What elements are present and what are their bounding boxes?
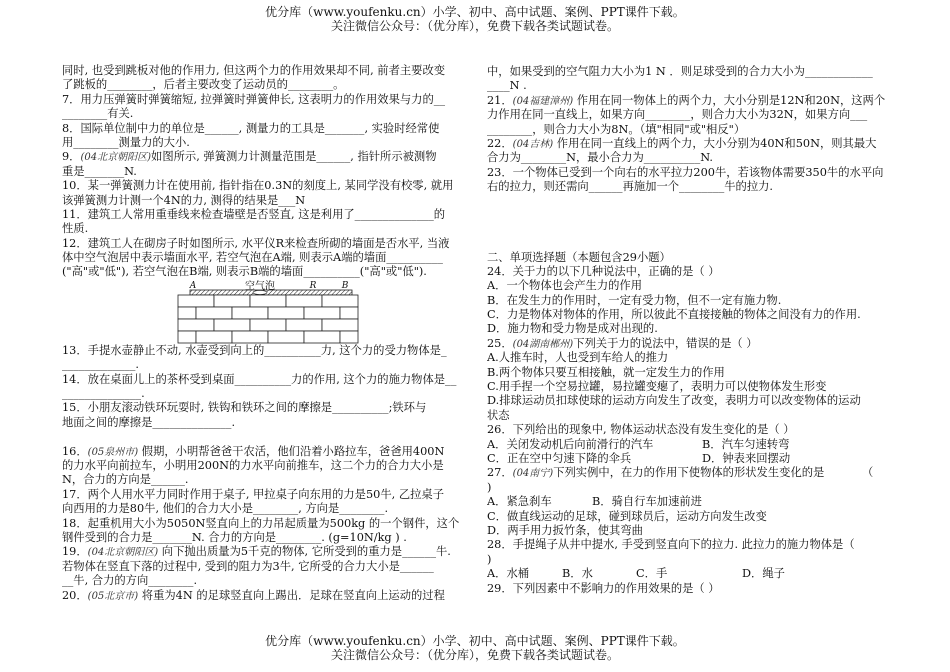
left-column xyxy=(62,64,472,612)
q20-stem-cont: 中，如果受到的空气阻力大小为1 N ．则足球受到的合力大小为____________ xyxy=(487,65,873,78)
q26-options-row-1 xyxy=(487,438,897,452)
q24-option-a: A．一个物体也会产生力的作用 xyxy=(487,279,643,293)
q16-stem-cont: N，合力的方向是______. xyxy=(62,473,189,487)
q24-stem: 24．关于力的以下几种说法中，正确的是（ ） xyxy=(487,264,720,278)
q27-option-d: D．两手用力扳竹条，使其弯曲 xyxy=(487,523,643,537)
q11-stem-cont: 性质. xyxy=(62,222,89,236)
brick xyxy=(250,295,286,307)
q12-stem-cont: ("高"或"低"), 若空气泡在B端, 则表示B端的墙面__________("高"或"低"). xyxy=(62,265,427,279)
q22-stem-cont: 合力为________N，最小合力为__________N. xyxy=(487,151,713,165)
q27-answer-paren-open: （ xyxy=(862,466,874,480)
q26-option-c: C．正在空中匀速下降的伞兵 xyxy=(487,451,632,465)
q28-answer-paren-close: ) xyxy=(487,552,492,566)
q24-option-d: D．施力物和受力物是成对出现的. xyxy=(487,322,658,336)
right-column xyxy=(487,65,897,605)
q20-source: (05北京市) xyxy=(87,590,139,602)
q21-source: (04福建漳州) xyxy=(512,95,574,107)
q25-text: 下列关于力的说法中，错误的是（ ） xyxy=(573,336,758,350)
q25-option-c: C.用手捏一个空易拉罐，易拉罐变瘪了，表明力可以使物体发生形变 xyxy=(487,380,827,394)
q26-option-d: D．钟表来回摆动 xyxy=(702,451,791,465)
spirit-level-wall-figure xyxy=(62,280,472,344)
section-title-single-choice: 二、单项选择题（本题包含29小题） xyxy=(487,250,671,264)
q28-stem: 28．手提绳子从井中提水, 手受到竖直向下的拉力. 此拉力的施力物体是（ xyxy=(487,538,855,552)
q16-stem-cont: 的力水平向前拉车，小明用200N的力水平向前推车，这二个力的合力大小是 xyxy=(62,458,444,472)
q26-option-a: A．关闭发动机后向前滑行的汽车 xyxy=(487,437,654,451)
brick xyxy=(340,307,358,319)
q23-stem: 23．一个物体已受到一个向右的水平拉力200牛，若该物体需要350牛的水平向 xyxy=(487,165,884,179)
q21-stem xyxy=(487,94,897,108)
q6-continuation-line: 同时, 也受到跳板对他的作用力, 但这两个力的作用效果却不同, 前者主要改变 xyxy=(62,64,446,77)
brick xyxy=(214,319,250,331)
q24-option-c: C．力是物体对物体的作用，所以彼此不直接接触的物体之间没有力的作用. xyxy=(487,308,861,322)
q14-stem-cont: ______________. xyxy=(62,387,145,401)
q7-stem: 7．用力压弹簧时弹簧缩短, 拉弹簧时弹簧伸长, 这表明力的作用效果与力的__ xyxy=(62,92,446,106)
brick-wall xyxy=(178,295,358,343)
q15-stem-cont: 地面之间的摩擦是______________. xyxy=(62,415,236,429)
q8-stem: 8．国际单位制中力的单位是______, 测量力的工具是_______, 实验时经常使 xyxy=(62,121,440,135)
q21-stem-cont: ________，则合力大小为8N。（填"相同"或"相反"） xyxy=(487,122,746,136)
q12-stem: 12．建筑工人在砌房子时如图所示, 水平仪R来检查所砌的墙面是否水平, 当液 xyxy=(62,236,450,250)
q11-stem: 11．建筑工人常用重垂线来检查墙壁是否竖直, 这是利用了______________的 xyxy=(62,207,446,221)
header-banner-line: 优分库（www.youfenku.cn）小学、初中、高中试题、案例、PPT课件下载。 xyxy=(265,5,685,19)
brick xyxy=(178,331,196,343)
brick xyxy=(322,319,358,331)
q23-stem-cont: 右的拉力，则还需向______再施加一个________牛的拉力. xyxy=(487,180,774,194)
q6-blanks-line: 了跳板的________，后者主要改变了运动员的________。 xyxy=(62,78,345,92)
q25-number: 25． xyxy=(487,336,513,350)
q22-stem xyxy=(487,137,897,151)
q21-number: 21． xyxy=(487,93,513,107)
q13-stem-cont: _____________. xyxy=(62,358,140,372)
q19-stem-cont: __牛, 合力的方向________. xyxy=(62,574,198,588)
end-a-label: A xyxy=(189,280,197,291)
brick xyxy=(178,319,214,331)
brick xyxy=(268,307,304,319)
q20-stem xyxy=(62,589,472,603)
q19-number: 19． xyxy=(62,545,88,559)
q18-stem-cont: 钢件受到的合力是_______N. 合力的方向是________. (g=10N/kg ) . xyxy=(62,530,407,544)
footer-wechat-line: 关注微信公众号：（优分库），免费下载各类试题试卷。 xyxy=(330,648,619,662)
q28-option-a: A．水桶 xyxy=(487,567,530,581)
brick xyxy=(304,331,340,343)
q25-source: (04湖南郴州) xyxy=(512,338,574,350)
q27-options-row-1 xyxy=(487,495,897,509)
q27-number: 27． xyxy=(487,466,513,480)
q20-stem-cont: ____N . xyxy=(487,79,527,93)
level-r-label: R xyxy=(309,280,317,291)
footer-banner-line: 优分库（www.youfenku.cn）小学、初中、高中试题、案例、PPT课件下载。 xyxy=(265,634,685,648)
brick xyxy=(196,331,232,343)
q27-option-a: A．紧急刹车 xyxy=(487,495,552,509)
q15-stem: 15．小朋友滚动铁环玩耍时, 铁钩和铁环之间的摩擦是__________;铁环与 xyxy=(62,401,427,415)
q18-stem: 18．起重机用大小为5050N竖直向上的力吊起质量为500kg 的一个钢件，这个 xyxy=(62,516,460,530)
brick xyxy=(178,295,214,307)
q13-stem: 13．手提水壶静止不动, 水壶受到向上的__________力, 这个力的受力物体是_ xyxy=(62,343,447,357)
q28-option-d: D．绳子 xyxy=(742,567,785,581)
brick xyxy=(286,295,322,307)
q17-stem: 17．两个人用水平力同时作用于桌子, 甲拉桌子向东用的力是50牛, 乙拉桌子 xyxy=(62,487,445,501)
q26-options-row-2 xyxy=(487,452,897,466)
q8-stem-cont: 用________测量力的大小. xyxy=(62,135,190,149)
q22-number: 22． xyxy=(487,136,513,150)
header-wechat-line: 关注微信公众号：（优分库），免费下载各类试题试卷。 xyxy=(330,19,619,33)
q10-stem: 10．某一弹簧测力计在使用前, 指针指在0.3N的刻度上, 某同学没有校零, 就用 xyxy=(62,179,454,193)
q28-option-c: C．手 xyxy=(636,567,668,581)
q25-option-b: B.两个物体只要互相接触，就一定发生力的作用 xyxy=(487,365,725,379)
brick xyxy=(286,319,322,331)
brick xyxy=(178,307,196,319)
q28-options-row xyxy=(487,567,897,581)
q27-answer-paren-close: ) xyxy=(487,480,492,494)
q25-option-a: A.人推车时，人也受到车给人的推力 xyxy=(487,351,669,365)
q9-stem-cont: 重是_______N. xyxy=(62,164,137,178)
q27-option-c: C．做直线运动的足球，碰到球员后，运动方向发生改变 xyxy=(487,509,767,523)
q28-option-b: B．水 xyxy=(562,567,593,581)
air-bubble-label: 空气泡 xyxy=(245,280,275,292)
q21-stem-cont: 力作用在同一直线上，如果方向________，则合力大小为32N，如果方向___ xyxy=(487,108,868,122)
q9-number: 9． xyxy=(62,150,81,164)
q25-stem xyxy=(487,337,897,351)
brick xyxy=(340,331,358,343)
q16-stem xyxy=(62,445,472,459)
q19-stem-cont: 若物体在竖直下落的过程中, 受到的阻力为3牛, 它所受的合力大小是______ xyxy=(62,559,434,573)
brick xyxy=(196,307,232,319)
q27-option-b: B．骑自行车加速前进 xyxy=(592,495,702,509)
q17-stem-cont: 向西用的力是80牛, 他们的合力大小是________, 方向是________. xyxy=(62,502,389,516)
q25-option-d-cont: 状态 xyxy=(487,408,510,422)
q20-text: 将重为4N 的足球竖直向上踢出．足球在竖直向上运动的过程 xyxy=(138,588,445,602)
brick xyxy=(250,319,286,331)
q19-stem xyxy=(62,545,472,559)
q24-option-b: B．在发生力的作用时，一定有受力物，但不一定有施力物. xyxy=(487,293,782,307)
blank-line xyxy=(62,430,472,444)
brick xyxy=(268,331,304,343)
brick xyxy=(304,307,340,319)
q27-stem xyxy=(487,466,897,480)
q29-stem: 29．下列因素中不影响力的作用效果的是（ ） xyxy=(487,581,720,595)
q9-text: 如图所示, 弹簧测力计测量范围是______, 指针所示被测物 xyxy=(151,150,437,164)
q27-source: (04南宁) xyxy=(512,468,554,480)
blank-space xyxy=(487,195,897,251)
q26-stem: 26．下列给出的现象中, 物体运动状态没有发生变化的是（ ） xyxy=(487,423,795,437)
q7-stem-cont: ________有关. xyxy=(62,107,134,121)
q21-text: 作用在同一物体上的两个力，大小分别是12N和20N，这两个 xyxy=(573,93,886,107)
q12-stem-cont: 体中空气泡居中表示墙面水平, 若空气泡在A端, 则表示A端的墙面__________ xyxy=(62,251,443,265)
q14-stem: 14．放在桌面儿上的茶杯受到桌面__________力的作用, 这个力的施力物体是__ xyxy=(62,372,457,386)
q27-text: 下列实例中，在力的作用下使物体的形状发生变化的是 xyxy=(553,466,825,480)
q19-source: (04北京朝阳区) xyxy=(87,547,159,559)
q19-text: 向下抛出质量为5千克的物体, 它所受到的重力是______牛. xyxy=(158,545,451,559)
q10-stem-cont: 该弹簧测力计测一个4N的力, 测得的结果是___N xyxy=(62,193,306,207)
q9-stem xyxy=(62,150,472,164)
q22-source: (04吉林) xyxy=(512,138,554,150)
q9-source: (04北京朝阳区) xyxy=(80,152,152,164)
brick xyxy=(232,307,268,319)
q22-text: 作用在同一直线上的两个力，大小分别为40N和50N，则其最大 xyxy=(553,136,877,150)
brick xyxy=(214,295,250,307)
q25-option-d: D.排球运动员扣球使球的运动方向发生了改变，表明力可以改变物体的运动 xyxy=(487,394,861,408)
q16-text: 假期，小明帮爸爸干农活，他们沿着小路拉车，爸爸用400N xyxy=(138,444,445,458)
end-b-label: B xyxy=(341,280,349,291)
q26-option-b: B．汽车匀速转弯 xyxy=(702,437,790,451)
q16-source: (05泉州市) xyxy=(87,446,139,458)
q20-number: 20． xyxy=(62,588,88,602)
brick xyxy=(232,331,268,343)
brick xyxy=(322,295,358,307)
q16-number: 16． xyxy=(62,444,88,458)
